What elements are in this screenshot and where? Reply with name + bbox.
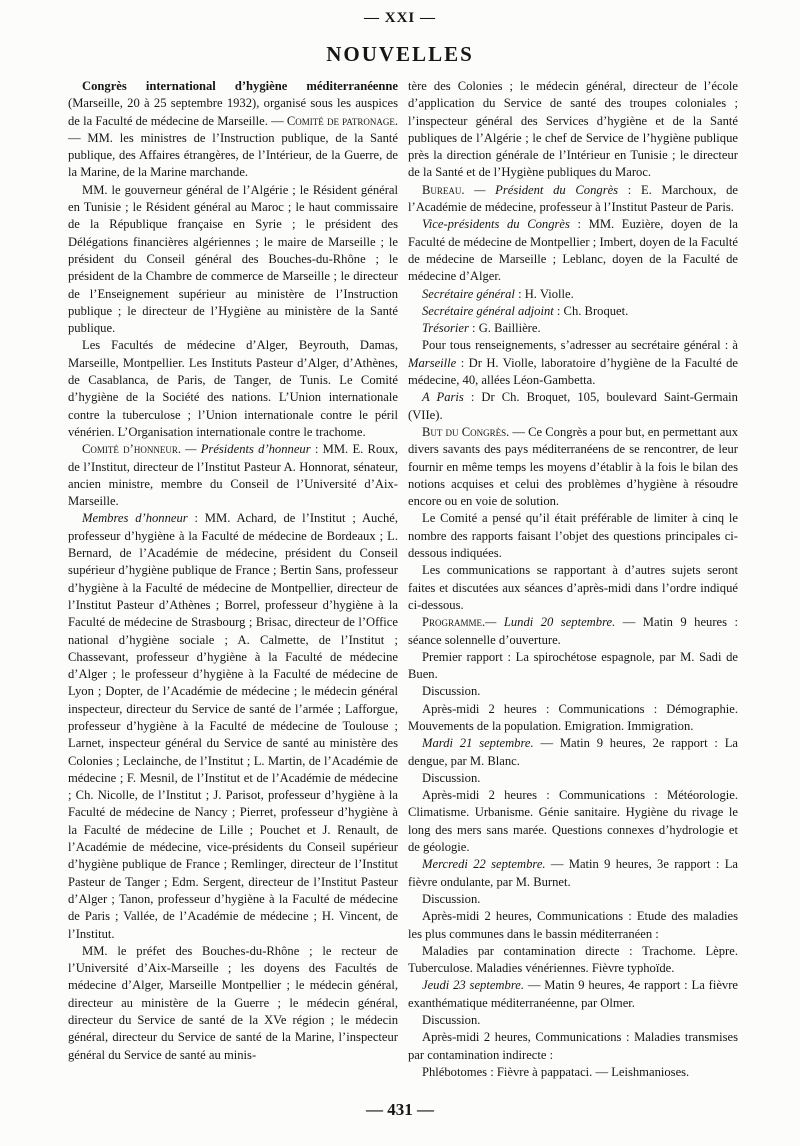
paragraph: Après-midi 2 heures : Communications : Météorologie. Climatisme. Urbanisme. Génie sanitaire. Hygiène du rivage le long des mers sans marée. Questions connexes d’hydrologie et de géologie. [408, 788, 738, 855]
paragraph: Comité d’honneur. — Présidents d’honneur : MM. E. Roux, de l’Institut, directeur de l’Institut Pasteur A. Honnorat, sénateur, ancien ministre, membre du Conseil de l’Université d’Aix-Marseille. [68, 442, 398, 509]
paragraph: But du Congrès. — Ce Congrès a pour but, en permettant aux divers savants des pays méditerranéens de se rencontrer, de leur fournir en même temps les moyens d’établir à la fois le bilan des notions acquises et celui des problèmes d’hygiène à résoudre encore ou en voie de solution. [408, 424, 738, 509]
paragraph: Discussion. [422, 770, 481, 785]
paragraph: Congrès international d’hygiène méditerranéenne (Marseille, 20 à 25 septembre 1932), organisé sous les auspices de la Faculté de médecine de Marseille. — Comité de patronage. — MM. les ministres de l’Instruction publique, de la Santé publique, des Affaires étrangères, de l’Intérieur, de la Guerre, de la Marine, de la Marine marchande. [68, 79, 399, 180]
paragraph: Pour tous renseignements, s’adresser au secrétaire général : à Marseille : Dr H. Violle, laboratoire d’hygiène de la Faculté de médecine, 40, allées Léon-Gambetta. [408, 338, 738, 388]
paragraph: Phlébotomes : Fièvre à pappataci. — Leishmanioses. [422, 1064, 690, 1079]
paragraph: Après-midi 2 heures : Communications : Démographie. Mouvements de la population. Emigration. Immigration. [408, 701, 738, 733]
running-head: — XXI — [363, 10, 436, 26]
paragraph: tère des Colonies ; le médecin général, directeur de l’école d’application du Service de santé des troupes coloniales ; l’inspecteur général des Services d’hygiène et de la Santé publiques de l’Algérie ; le chef de Service de l’hygiène publique près la direction générale de l’Intérieur en Tunisie ; le directeur de la Santé et de l’Hygiène publiques du Maroc. [408, 79, 738, 180]
paragraph: Secrétaire général : H. Violle. [422, 286, 574, 301]
paragraph: Discussion. [422, 1013, 481, 1028]
congress-heading: Congrès international d’hygiène méditerranéenne [82, 79, 398, 93]
section-label: But du Congrès. [422, 424, 510, 439]
paragraph: Mardi 21 septembre. — Matin 9 heures, 2e rapport : La dengue, par M. Blanc. [408, 736, 738, 768]
paragraph: A Paris : Dr Ch. Broquet, 105, boulevard Saint-Germain (VIIe). [408, 390, 738, 422]
right-column [408, 78, 738, 1081]
paragraph: Mercredi 22 septembre. — Matin 9 heures, 3e rapport : La fièvre ondulante, par M. Burnet. [408, 857, 738, 889]
page-title: NOUVELLES [326, 42, 474, 66]
paragraph: Discussion. [422, 684, 481, 699]
paragraph: Après-midi 2 heures, Communications : Etude des maladies les plus communes dans le bassin méditerranéen : [408, 909, 738, 941]
paragraph: Jeudi 23 septembre. — Matin 9 heures, 4e rapport : La fièvre exanthématique méditerranéenne, par Olmer. [408, 978, 739, 1010]
left-column [68, 78, 398, 1064]
paragraph: Programme.— Lundi 20 septembre. — Matin 9 heures : séance solennelle d’ouverture. [408, 615, 738, 647]
paragraph: Bureau. — Président du Congrès : E. Marchoux, de l’Académie de médecine, professeur à l’Institut Pasteur de Paris. [408, 182, 739, 215]
section-label: Programme. [422, 615, 486, 630]
paragraph: Vice-présidents du Congrès : MM. Euzière, doyen de la Faculté de médecine de Montpellier ; Imbert, doyen de la Faculté de médecine de Marseille ; Leblanc, doyen de la Faculté de médecine d’Alger. [408, 217, 738, 284]
paragraph: Les Facultés de médecine d’Alger, Beyrouth, Damas, Marseille, Montpellier. Les Instituts Pasteur d’Alger, d’Athènes, de Casablanca, de Paris, de Tanger, de Tunis. Le Comité d’hygiène de la Société des nations. L’Union internationale contre la tuberculose ; l’Union internationale contre le péril vénérien. L’Organisation internationale contre le trachome. [68, 338, 398, 439]
paragraph: Après-midi 2 heures, Communications : Maladies transmises par contamination indirecte : [408, 1030, 738, 1062]
paragraph: Secrétaire général adjoint : Ch. Broquet. [422, 303, 629, 318]
section-label: Membres d’honneur [82, 511, 188, 526]
paragraph: Le Comité a pensé qu’il était préférable de limiter à cinq le nombre des rapports faisant l’objet des questions principales ci-dessous indiquées. [408, 511, 738, 561]
section-label: Comité d’honneur. [82, 442, 181, 457]
paragraph: Discussion. [422, 891, 481, 906]
section-label: Comité de patronage. [286, 113, 399, 128]
paragraph: Membres d’honneur : MM. Achard, de l’Institut ; Auché, professeur d’hygiène à la Faculté de médecine de Bordeaux ; L. Bernard, de l’Académie de médecine, président du Conseil supérieur d’hygiène publique de France ; Bertin Sans, professeur d’hygiène à la Faculté de médecine de Montpellier, directeur de l’Institut Pasteur d’Athènes ; Borrel, professeur d’hygiène à la Faculté de médecine de Strasbourg ; Brisac, directeur de l’Office national d’hygiène sociale ; A. Calmette, de l’Institut ; Chassevant, professeur d’hygiène à la Faculté de médecine d’Alger ; le professeur d’hygiène à la Faculté de médecine de Lyon ; Dopter, de l’Académie de médecine ; le médecin général inspecteur, directeur du Service de santé de l’armée ; Lafforgue, professeur d’hygiène à la Faculté de médecine de Toulouse ; Larnet, inspecteur général du Service de santé au ministère des Colonies ; Leclainche, de l’Institut ; L. Martin, de l’Académie de médecine ; F. Mesnil, de l’Institut et de l’Académie de médecine ; Ch. Nicolle, de l’Institut ; J. Parisot, professeur d’hygiène à la Faculté de médecine de Nancy ; Pierret, professeur d’hygiène à la Faculté de médecine de Lille ; Pouchet et J. Renault, de l’Académie de médecine, vice-présidents du Conseil supérieur d’hygiène publique de France ; Remlinger, directeur de l’Institut Pasteur de Tanger ; Edm. Sergent, directeur de l’Institut Pasteur d’Alger ; Tanon, professeur d’hygiène à la Faculté de médecine de Paris ; Vallée, de l’Académie de médecine ; H. Vincent, de l’Institut. [68, 511, 398, 941]
paragraph: MM. le gouverneur général de l’Algérie ; le Résident général en Tunisie ; le Résident général au Maroc ; le haut commissaire de la République française en Syrie ; le président des Délégations financières algériennes ; le maire de Marseille ; le président du Conseil général des Bouches-du-Rhône ; le président de la Chambre de commerce de Marseille ; le directeur de l’Enseignement supérieur au ministère de l’Instruction publique ; le directeur de l’Hygiène au ministère de la Santé publique. [68, 182, 398, 336]
section-label: Bureau. [422, 182, 465, 197]
paragraph: MM. le préfet des Bouches-du-Rhône ; le recteur de l’Université d’Aix-Marseille ; les doyens des Facultés de médecine d’Alger, Marseille Montpellier ; le médecin général, directeur au ministère de la Guerre ; le médecin général, directeur du Service de santé de la XVe région ; le médecin général, directeur du Service de santé de la Marine, l’inspecteur général du Service de santé au minis- [68, 943, 398, 1062]
paragraph: Les communications se rapportant à d’autres sujets seront faites et discutées aux séances d’après-midi dans l’ordre indiqué ci-dessous. [408, 563, 738, 612]
paragraph: Premier rapport : La spirochétose espagnole, par M. Sadi de Buen. [408, 649, 738, 682]
paragraph: Trésorier : G. Baillière. [422, 321, 541, 336]
page-number: — 431 — [366, 1100, 434, 1119]
paragraph: Maladies par contamination directe : Trachome. Lèpre. Tuberculose. Maladies vénériennes. Fièvre typhoïde. [408, 943, 738, 976]
